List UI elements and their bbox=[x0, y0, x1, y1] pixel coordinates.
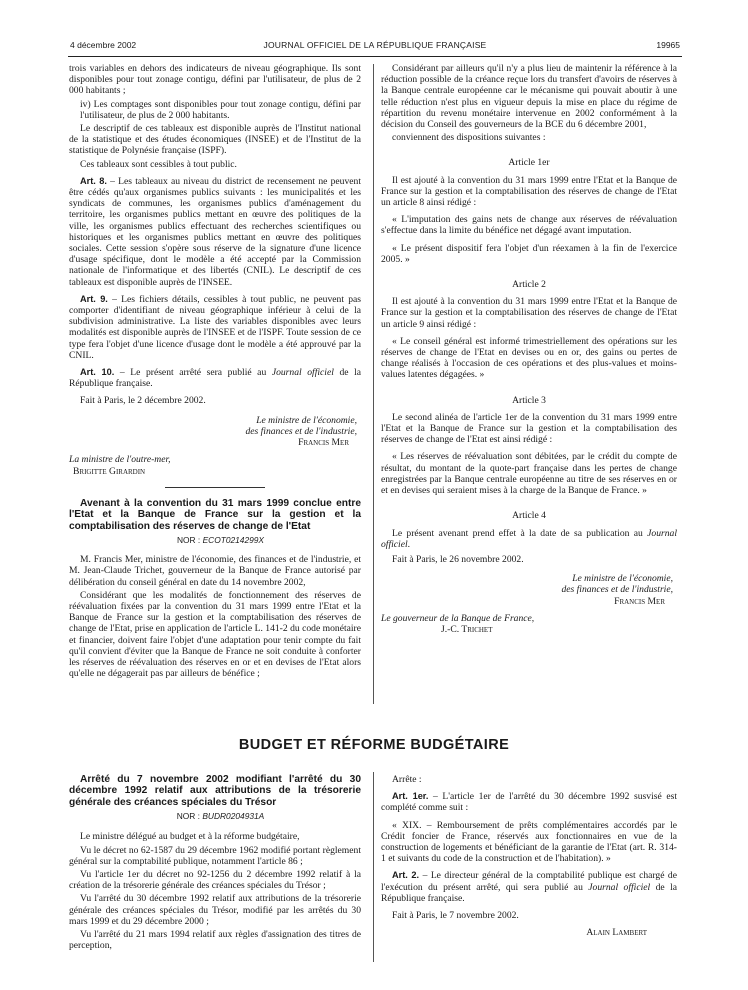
article-label: Art. 2. bbox=[392, 870, 420, 881]
signature-block: La ministre de l'outre-mer, Brigitte Girardin bbox=[69, 454, 171, 477]
paragraph: M. Francis Mer, ministre de l'économie, des finances et de l'industrie, et M. Jean-Claude Trichet, gouverneur de la Banque de France autorisé par délibération du conseil général en date du 14 novembre 2002, bbox=[69, 554, 361, 588]
article-label: Art. 9. bbox=[80, 293, 108, 304]
page-header bbox=[70, 40, 680, 52]
nor-reference: NOR : ECOT0214299X bbox=[176, 534, 265, 545]
paragraph: « Les réserves de réévaluation sont débitées, par le crédit du compte de résultat, du montant de la quote-part française dans les pertes de change enregistrées par la Banque centrale européenne au titre de ses réserves en or et en devises qui seraient mises à la charge de la Banque de France. » bbox=[381, 451, 677, 497]
article-2: Art. 2. – Le directeur général de la comptabilité publique est chargé de l'exécution du présent arrêté, qui sera publié au Journal officiel de la République française. bbox=[381, 870, 677, 904]
signature-block: Le ministre de l'économie, des finances et de l'industrie, Francis Mer bbox=[245, 414, 357, 449]
paragraph: Arrête : bbox=[392, 774, 422, 785]
paragraph: Le descriptif de ces tableaux est disponible auprès de l'Institut national de la statistique et des études économiques (INSEE) et de l'Institut de la statistique de Polynésie française (ISPF). bbox=[69, 123, 361, 157]
article-heading: Article 4 bbox=[512, 510, 546, 522]
paragraph: conviennent des dispositions suivantes : bbox=[392, 132, 546, 144]
column-divider-bottom bbox=[373, 772, 374, 962]
paragraph: « XIX. – Remboursement de prêts complémentaires accordés par le Crédit foncier de France, réservés aux fonctionnaires en vue de la construction de logements et bénéficiant de la garantie de l'Etat (art. R. 314-1 et suivants du code de la construction et de l'habitation). » bbox=[381, 819, 677, 865]
left-column-bottom bbox=[69, 774, 361, 953]
header-page-number: 19965 bbox=[656, 40, 680, 50]
done-at: Fait à Paris, le 26 novembre 2002. bbox=[392, 553, 524, 565]
paragraph: Le ministre délégué au budget et à la réforme budgétaire, bbox=[80, 831, 300, 843]
paragraph: Ces tableaux sont cessibles à tout public. bbox=[80, 158, 237, 170]
paragraph: « Le conseil général est informé trimestriellement des opérations sur les réserves de change de l'Etat en devises ou en or, des gains ou pertes de change réalisés à l'occasion de ces opérations et des plus-values et moins-values latentes dégagées. » bbox=[381, 335, 677, 381]
avenant-title: Avenant à la convention du 31 mars 1999 conclue entre l'Etat et la Banque de France sur la gestion et la comptabilisation des réserves de change de l'Etat bbox=[69, 497, 361, 532]
right-column-bottom bbox=[381, 774, 677, 938]
signature-name: Alain Lambert bbox=[586, 927, 647, 939]
paragraph: « L'imputation des gains nets de change aux réserves de réévaluation s'effectue dans la limite du bénéfice net dégagé avant imputation. bbox=[381, 214, 677, 237]
paragraph: Vu l'article 1er du décret no 92-1256 du 2 décembre 1992 relatif à la création de la trésorerie générale des créances spéciales du Trésor ; bbox=[69, 869, 361, 892]
left-column-top bbox=[69, 63, 361, 681]
paragraph: Le présent avenant prend effet à la date de sa publication au Journal officiel. bbox=[381, 527, 677, 550]
article-heading: Article 3 bbox=[512, 394, 546, 406]
header-rule bbox=[68, 56, 682, 57]
paragraph: Il est ajouté à la convention du 31 mars 1999 entre l'Etat et la Banque de France sur la gestion et la comptabilisation des réserves de change de l'Etat un article 8 ainsi rédigé : bbox=[381, 174, 677, 209]
section-title: BUDGET ET RÉFORME BUDGÉTAIRE bbox=[238, 737, 510, 753]
article-heading: Article 2 bbox=[512, 279, 546, 291]
paragraph: Il est ajouté à la convention du 31 mars 1999 entre l'Etat et la Banque de France sur la gestion et la comptabilisation des réserves de change de l'Etat un article 9 ainsi rédigé : bbox=[381, 296, 677, 330]
paragraph: Vu l'arrêté du 21 mars 1994 relatif aux règles d'assignation des titres de perception, bbox=[69, 929, 361, 952]
column-divider-top bbox=[373, 64, 374, 704]
article-label: Art. 10. bbox=[80, 367, 115, 378]
paragraph: « Le présent dispositif fera l'objet d'un réexamen à la fin de l'exercice 2005. » bbox=[381, 242, 677, 265]
nor-reference: NOR : BUDR0204931A bbox=[176, 811, 265, 822]
signature-block: Le gouverneur de la Banque de France, J.-C. Trichet bbox=[381, 612, 535, 635]
header-journal-title: JOURNAL OFFICIEL DE LA RÉPUBLIQUE FRANÇAISE bbox=[263, 40, 487, 50]
done-at: Fait à Paris, le 7 novembre 2002. bbox=[392, 910, 519, 922]
separator bbox=[165, 487, 265, 488]
paragraph: Vu le décret no 62-1587 du 29 décembre 1962 modifié portant règlement général sur la comptabilité publique, notamment l'article 86 ; bbox=[69, 844, 361, 867]
arrete-title: Arrêté du 7 novembre 2002 modifiant l'arrêté du 30 décembre 1992 relatif aux attributions de la trésorerie générale des créances spéciales du Trésor bbox=[69, 774, 361, 808]
done-at: Fait à Paris, le 2 décembre 2002. bbox=[80, 395, 206, 407]
article-label: Art. 1er. bbox=[392, 791, 429, 802]
article-10: Art. 10. – Le présent arrêté sera publié au Journal officiel de la République française. bbox=[69, 367, 361, 390]
header-date: 4 décembre 2002 bbox=[70, 40, 137, 50]
paragraph: trois variables en dehors des indicateurs de niveau géographique. Ils sont disponibles pour tout zonage contigu, défini par l'utilisateur, de plus de 2 000 habitants ; bbox=[69, 63, 361, 97]
paragraph: Le second alinéa de l'article 1er de la convention du 31 mars 1999 entre l'Etat et la Banque de France sur la gestion et la comptabilisation des réserves de change de l'Etat est ainsi rédigé : bbox=[381, 411, 677, 446]
article-1: Art. 1er. – L'article 1er de l'arrêté du 30 décembre 1992 susvisé est complété comme suit : bbox=[381, 791, 677, 814]
article-9: Art. 9. – Les fichiers détails, cessibles à tout public, ne peuvent pas comporter d'identifiant de niveau géographique inférieur à celui de la subdivision administrative. La liste des variables disponibles avec leurs modalités est disponible auprès de l'INSEE et de l'ISPF. Toute session de ce type fera l'objet d'une licence d'usage dont le modèle a été approuvé par la CNIL. bbox=[69, 293, 361, 361]
article-8: Art. 8. – Les tableaux au niveau du district de recensement ne peuvent être cédés qu'aux organismes publics suivants : les municipalités et les syndicats de communes, les organismes publics d'aménagement du territoire, les organismes publics mettant en œuvre des politiques de la ville, les organismes publics effectuant des recherches scientifiques ou historiques et les organismes publics mettant en œuvre des politiques sociales. Cette session s'opère sous réserve de la signature d'une licence d'usage spécifique, dont le modèle a été accepté par la Commission nationale de l'informatique et des libertés (CNIL). Le descriptif de ces tableaux est disponible auprès de l'INSEE. bbox=[69, 175, 361, 288]
paragraph: Considérant que les modalités de fonctionnement des réserves de réévaluation fixées par la convention du 31 mars 1999 entre l'Etat et la Banque de France sur la gestion et la comptabilisation des réserves de change de l'Etat, prise en application de l'article L. 141-2 du code monétaire et financier, doivent faire l'objet d'une adaptation pour tenir compte du fait qu'il convient d'éviter que la Banque de France ne soit conduite à conforter les réserves de réévaluation des réserves en or et en devises de l'Etat alors qu'elle ne dégagerait pas par ailleurs de bénéfice ; bbox=[69, 589, 361, 680]
article-label: Art. 8. bbox=[80, 175, 107, 186]
signature-block: Le ministre de l'économie, des finances et de l'industrie, Francis Mer bbox=[561, 573, 673, 607]
article-heading: Article 1er bbox=[508, 157, 550, 169]
paragraph: Vu l'arrêté du 30 décembre 1992 relatif aux attributions de la trésorerie générale des créances spéciales du Trésor, modifié par les arrêtés du 30 mars 1999 et du 29 décembre 2000 ; bbox=[69, 893, 361, 927]
paragraph: Considérant par ailleurs qu'il n'y a plus lieu de maintenir la référence à la réduction possible de la créance reçue lors du transfert d'avoirs de réserves à la Banque centrale européenne car le mécanisme qui pouvait aboutir à une telle réduction n'est plus en vigueur depuis la mise en place du régime de répartition du revenu monétaire intervenue en 2002 conformément à la décision du Conseil des gouverneurs de la BCE du 6 décembre 2001, bbox=[381, 63, 677, 131]
paragraph: iv) Les comptages sont disponibles pour tout zonage contigu, défini par l'utilisateur, de plus de 2 000 habitants. bbox=[80, 98, 361, 121]
right-column-top bbox=[381, 63, 677, 635]
